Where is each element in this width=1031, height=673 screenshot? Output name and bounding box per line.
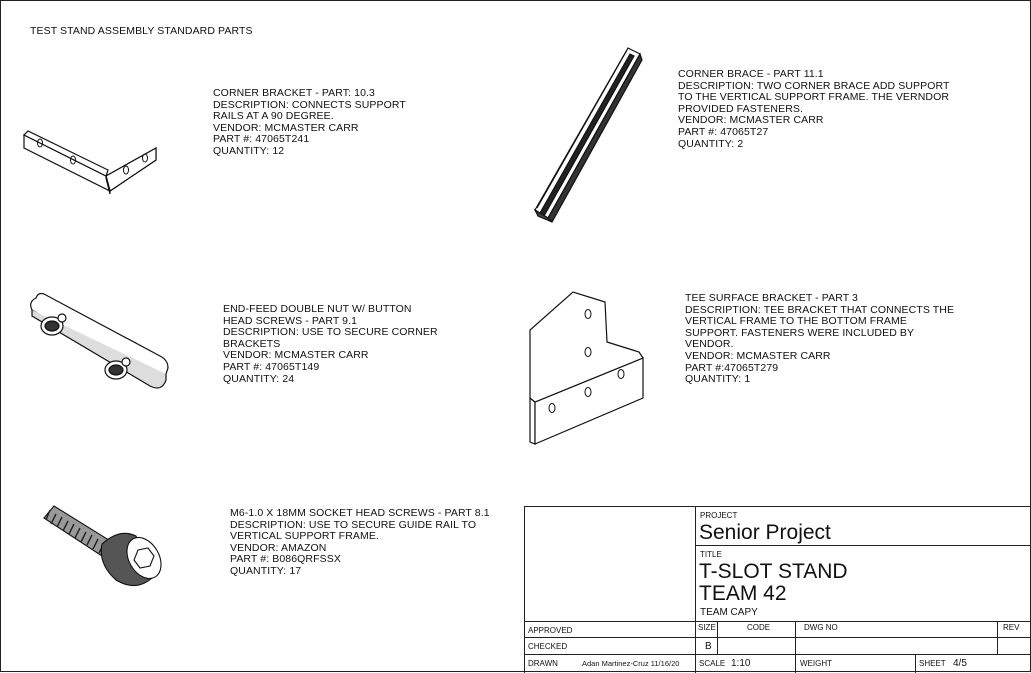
title-block — [524, 506, 1030, 673]
scale-label: SCALE — [699, 659, 726, 668]
sheet-label: SHEET — [919, 659, 946, 668]
socket-head-screw-icon — [40, 500, 165, 592]
size-value: B — [705, 641, 712, 652]
title-line-2: TEAM 42 — [699, 582, 787, 605]
weight-label: WEIGHT — [800, 659, 832, 668]
title-line-1: T-SLOT STAND — [699, 560, 848, 583]
part-description-3: END-FEED DOUBLE NUT W/ BUTTON HEAD SCREWS - PART 9.1 DESCRIPTION: USE TO SECURE CORNER BRACKETS VENDOR: MCMASTER CARR PART #: 47065T149 QUANTITY: 24 — [223, 303, 438, 385]
code-label: CODE — [747, 623, 771, 632]
corner-brace-icon — [530, 40, 650, 225]
checked-label: CHECKED — [528, 642, 568, 651]
dwg-no-label: DWG NO — [804, 623, 838, 632]
drawn-by: Adan Martinez-Cruz 11/16/20 — [582, 659, 680, 668]
part-description-2: CORNER BRACE - PART 11.1 DESCRIPTION: TWO CORNER BRACE ADD SUPPORT TO THE VERTICAL SUPPORT FRAME. THE VERNDOR PROVIDED FASTENERS. VENDOR: MCMASTER CARR PART #: 47065T27 QUANTITY: 2 — [678, 68, 950, 150]
rev-label: REV — [1003, 623, 1020, 632]
part-description-4: TEE SURFACE BRACKET - PART 3 DESCRIPTION: TEE BRACKET THAT CONNECTS THE VERTICAL FRAME TO THE BOTTOM FRAME SUPPORT. FASTENERS WERE INCLUDED BY VENDOR. VENDOR: MCMASTER CARR PART #:47065T279 QUANTITY: 1 — [685, 292, 955, 386]
project-label: PROJECT — [700, 511, 738, 520]
title-label: TITLE — [700, 550, 722, 559]
part-description-1: CORNER BRACKET - PART: 10.3 DESCRIPTION: CONNECTS SUPPORT RAILS AT A 90 DEGREE. VENDOR: MCMASTER CARR PART #: 47065T241 QUANTITY: 12 — [213, 87, 406, 157]
part-description-5: M6-1.0 X 18MM SOCKET HEAD SCREWS - PART 8.1 DESCRIPTION: USE TO SECURE GUIDE RAIL TO VERTICAL SUPPORT FRAME. VENDOR: AMAZON PART #: B086QRFSSX QUANTITY: 17 — [230, 507, 490, 577]
drawn-label: DRAWN — [528, 659, 558, 668]
size-label: SIZE — [698, 623, 716, 632]
tee-bracket-icon — [525, 290, 650, 450]
corner-bracket-icon — [18, 110, 168, 200]
project-name: Senior Project — [699, 521, 831, 544]
team-name: TEAM CAPY — [700, 607, 758, 618]
sheet-heading: TEST STAND ASSEMBLY STANDARD PARTS — [30, 25, 253, 37]
scale-value: 1:10 — [731, 658, 751, 669]
sheet-value: 4/5 — [953, 658, 967, 669]
double-nut-icon — [22, 288, 172, 398]
approved-label: APPROVED — [528, 626, 573, 635]
